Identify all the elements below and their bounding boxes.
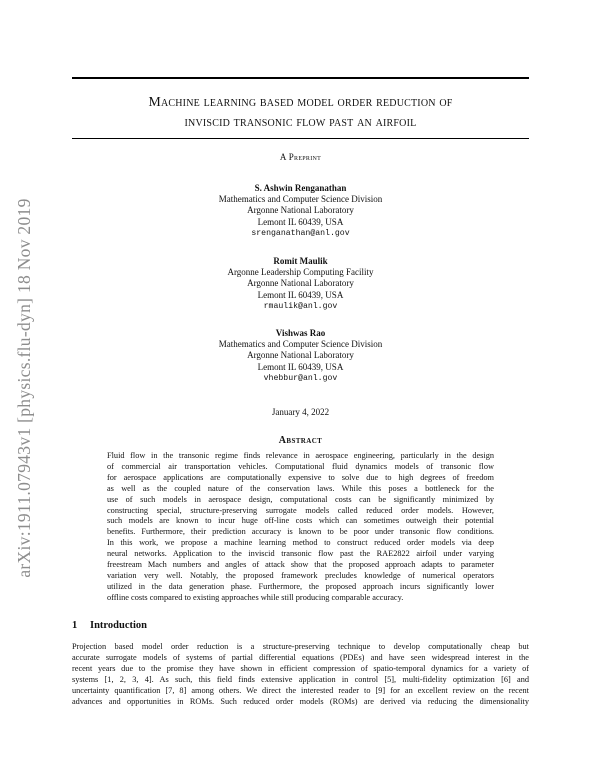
abstract-line: constructing special, structure-preserving surrogate models called reduced order models. However,	[107, 505, 494, 515]
author-block	[72, 183, 529, 239]
abstract-line: as well as the coupled nature of the conservation laws. While this poses a bottleneck for the	[107, 483, 494, 493]
paper-title	[72, 92, 529, 132]
author-block	[72, 328, 529, 384]
abstract-line: offline costs compared to existing approaches while still producing comparable accuracy.	[107, 592, 404, 602]
title-rule-top	[72, 77, 529, 79]
abstract-line: freestream Mach numbers and angles of attack show that the proposed approach adapts to parameter	[107, 560, 494, 570]
author-affiliation: Argonne National Laboratory	[247, 278, 354, 289]
abstract-line: use of such models in aerospace design, computational costs can be significantly minimized by	[107, 494, 494, 504]
section-title: Introduction	[90, 620, 147, 631]
introduction-text	[72, 642, 529, 707]
author-email[interactable]: srenganathan@anl.gov	[251, 228, 350, 238]
author-email[interactable]: rmaulik@anl.gov	[263, 301, 338, 311]
preprint-label: A Preprint	[279, 152, 322, 162]
section-number: 1	[72, 620, 78, 631]
arxiv-identifier[interactable]: arXiv:1911.07943v1 [physics.flu-dyn] 18 Nov 2019	[14, 198, 34, 578]
abstract-heading: Abstract	[278, 435, 323, 446]
body-line: accurate surrogate models of systems of partial differential equations (PDEs) and have seen widespread interest in the	[72, 652, 529, 662]
body-line: Projection based model order reduction is a structure-preserving technique to develop computationally cheap but	[72, 642, 529, 651]
body-line: advances and opportunities in ROMs. Such reduced order models (ROMs) are derived via reducing the dimensionality	[72, 696, 529, 706]
title-line: Machine learning based model order reduction of	[148, 94, 453, 109]
author-affiliation: Mathematics and Computer Science Division	[218, 339, 383, 350]
body-line: recent years due to the promise they have shown in efficient compression of spatio-temporal dynamics for a variety of	[72, 663, 529, 673]
title-rule-bottom	[72, 138, 529, 139]
abstract-line: neural networks. Application to the inviscid transonic flow past the RAE2822 airfoil under varying	[107, 549, 494, 559]
author-block	[72, 256, 529, 312]
abstract-line: utilized in the data generation phase. Furthermore, the proposed approach incurs significantly lower	[107, 581, 494, 591]
author-email[interactable]: vhebbur@anl.gov	[263, 373, 338, 383]
author-affiliation: Mathematics and Computer Science Division	[218, 194, 383, 205]
abstract-line: such models are known to incur huge off-line costs which can sometimes outweigh their potential	[107, 516, 494, 526]
abstract-line: In this work, we propose a machine learning method to construct reduced order models via deep	[107, 538, 494, 548]
body-line: uncertainty quantification [7, 8] among others. We direct the interested reader to [9] for an excellent review on the recent	[72, 685, 529, 695]
author-name: S. Ashwin Renganathan	[254, 183, 347, 193]
author-affiliation: Lemont IL 60439, USA	[257, 361, 344, 372]
author-affiliation: Lemont IL 60439, USA	[257, 289, 344, 300]
abstract-line: of commercial air transportation vehicles. Computational fluid dynamics models of transonic flow	[107, 461, 494, 471]
abstract-line: benefits. Furthermore, their prediction accuracy is known to be poor under transonic flow conditions.	[107, 527, 494, 537]
author-affiliation: Lemont IL 60439, USA	[257, 216, 344, 227]
body-line: systems [1, 2, 3, 4]. As such, this field finds extensive application in control [5], multi-fidelity optimization [6] and	[72, 674, 529, 684]
abstract-line: for aerospace applications are computationally expensive to solve due to high degrees of freedom	[107, 472, 494, 482]
author-name: Vishwas Rao	[275, 328, 326, 338]
publication-date: January 4, 2022	[271, 407, 330, 417]
abstract-text	[107, 451, 494, 604]
author-affiliation: Argonne National Laboratory	[247, 205, 354, 216]
author-name: Romit Maulik	[273, 256, 328, 266]
title-line: inviscid transonic flow past an airfoil	[184, 114, 417, 129]
section-heading	[72, 620, 529, 631]
abstract-line: variation very well. Notably, the proposed framework precludes knowledge of numerical operators	[107, 570, 494, 580]
abstract-line: Fluid flow in the transonic regime finds relevance in aerospace engineering, particularly in the design	[107, 451, 494, 460]
author-affiliation: Argonne Leadership Computing Facility	[227, 267, 374, 278]
author-affiliation: Argonne National Laboratory	[247, 350, 354, 361]
